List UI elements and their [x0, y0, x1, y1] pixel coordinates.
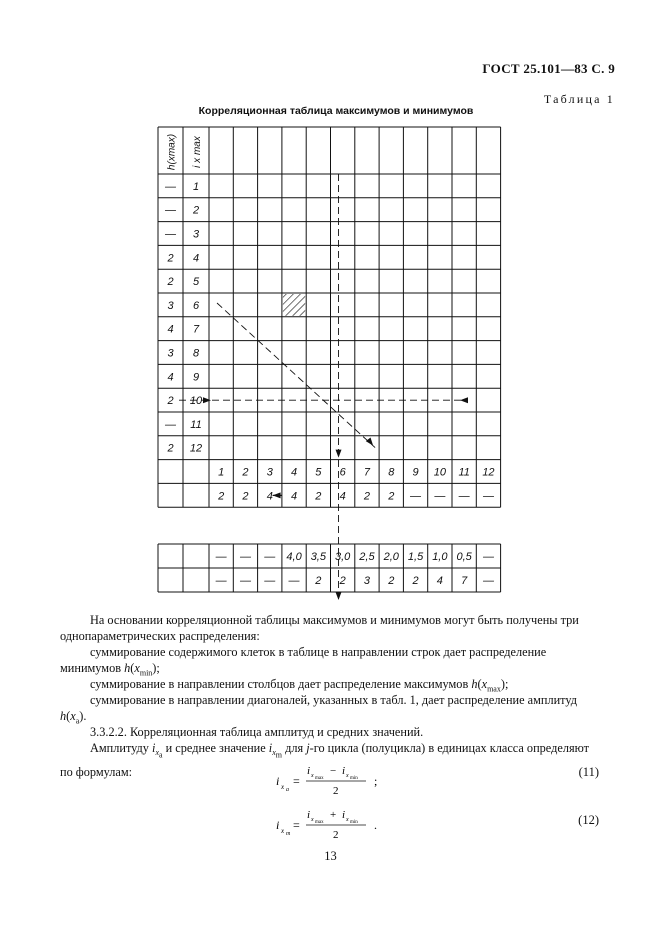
i-min-value: 1	[218, 466, 225, 479]
svg-text:a: a	[286, 787, 289, 793]
row-i-max-value: 1	[192, 180, 200, 193]
col-header-h-xmax: h(xmax)	[166, 133, 178, 171]
row-h-max-value: —	[165, 418, 176, 431]
i-min-value: 3	[266, 466, 273, 479]
i-min-value: 9	[412, 466, 419, 479]
svg-text:x: x	[346, 773, 349, 779]
svg-text:x: x	[311, 773, 314, 779]
arrowhead-short	[273, 492, 281, 498]
h-min-value: 2	[218, 490, 225, 503]
i-min-value: 12	[482, 466, 495, 479]
h-xa-value: 7	[461, 575, 468, 587]
i-min-value: 6	[339, 466, 346, 479]
row-i-max-value: 11	[190, 418, 202, 431]
h-xa-value: —	[264, 575, 276, 587]
arrowhead-right-end	[460, 397, 468, 403]
h-min-value: 2	[363, 490, 371, 503]
i-min-value: 8	[388, 466, 395, 479]
arrowhead-down	[336, 592, 342, 600]
svg-text:max: max	[315, 820, 324, 825]
row-h-max-value: 2	[167, 252, 174, 265]
h-min-value: 2	[388, 490, 395, 503]
h-xa-value: —	[239, 575, 251, 587]
amp-value: —	[239, 551, 251, 563]
svg-text:;: ;	[374, 774, 378, 788]
svg-text:x: x	[346, 817, 349, 823]
svg-text:x: x	[281, 827, 285, 835]
row-h-max-value: 2	[167, 276, 174, 289]
paragraph-amp-text: суммирование в направлении диагоналей, указанных в табл. 1, дает распределение амплитуд $h(x_a)$.	[60, 693, 578, 726]
h-min-value: 4	[266, 490, 273, 503]
svg-text:i: i	[342, 765, 346, 777]
amp-value: 3,0	[335, 551, 351, 563]
h-min-value: —	[410, 490, 422, 503]
svg-text:i: i	[276, 818, 280, 832]
amp-value: 1,0	[432, 551, 448, 563]
hatched-cell	[283, 294, 305, 316]
row-h-max-value: 2	[167, 395, 174, 408]
row-h-max-value: —	[165, 228, 176, 241]
row-h-max-value: —	[165, 180, 176, 193]
diagonal-dashed-line	[217, 303, 375, 448]
formula-11-number: (11)	[578, 765, 599, 779]
svg-text:i: i	[307, 809, 311, 821]
h-xa-value: —	[482, 575, 494, 587]
amp-value: 2,5	[359, 551, 375, 563]
h-min-value: —	[458, 490, 470, 503]
paragraph-max-text: суммирование в направлении столбцов дает распределение максимумов $h(x_{max})$;	[90, 677, 509, 694]
h-xa-value: 2	[339, 575, 346, 587]
svg-text:i: i	[342, 809, 346, 821]
h-min-value: 2	[242, 490, 249, 503]
svg-text:2: 2	[333, 829, 339, 841]
row-i-max-value: 3	[192, 228, 200, 241]
formula-12-number: (12)	[578, 813, 599, 827]
row-h-max-value: 4	[167, 371, 174, 384]
table-title: Корреляционная таблица максимумов и минимумов	[198, 105, 474, 117]
page-number: 13	[324, 849, 337, 863]
row-i-max-value: 2	[192, 204, 200, 217]
i-min-value: 11	[458, 466, 470, 479]
arrowhead-down-mid	[336, 450, 342, 458]
h-xa-value: 4	[436, 575, 443, 587]
row-h-max-value: 2	[167, 442, 174, 455]
row-i-max-value: 7	[192, 323, 200, 336]
svg-text:.: .	[374, 818, 377, 832]
arrowhead-diagonal	[366, 437, 376, 447]
h-xa-value: —	[288, 575, 300, 587]
svg-text:=: =	[293, 818, 300, 832]
paragraph-formulas-text: Амплитуду $i_{x_a}$ и среднее значение $i_{x_m}$ для j-го цикла (полуцикла) в единицах класса определяют по формулам:	[60, 741, 590, 780]
amp-value: 3,5	[310, 551, 326, 563]
amp-value: —	[264, 551, 276, 563]
i-min-value: 4	[290, 466, 298, 479]
amp-value: 2,0	[383, 551, 399, 563]
h-min-value: 4	[290, 490, 298, 503]
h-xa-value: 2	[412, 575, 419, 587]
svg-text:min: min	[350, 820, 358, 825]
svg-text:x: x	[281, 783, 285, 791]
i-min-value: 7	[363, 466, 371, 479]
arrowhead-left-end	[203, 397, 211, 403]
row-i-max-value: 8	[192, 347, 200, 360]
h-xa-value: 3	[363, 575, 371, 587]
i-min-value: 5	[315, 466, 322, 479]
row-i-max-value: 9	[192, 371, 200, 384]
running-head: ГОСТ 25.101—83 С. 9	[482, 61, 615, 76]
i-min-value: 10	[433, 466, 446, 479]
svg-text:−: −	[330, 765, 337, 777]
h-xa-value: 2	[315, 575, 322, 587]
svg-text:x: x	[311, 817, 314, 823]
amp-value: 4,0	[286, 551, 302, 563]
amp-value: 1,5	[407, 551, 424, 563]
row-i-max-value: 10	[189, 395, 203, 408]
paragraph-three-distributions: На основании корреляционной таблицы максимумов и минимумов могут быть получены три однопараметрических распределения:	[60, 613, 579, 643]
svg-text:+: +	[330, 809, 337, 821]
row-h-max-value: —	[165, 204, 176, 217]
col-header-i-xmax: i x max	[192, 136, 203, 168]
svg-text:2: 2	[333, 785, 339, 797]
formula-12	[270, 804, 400, 850]
row-h-max-value: 4	[167, 323, 174, 336]
amp-value: —	[482, 551, 494, 563]
svg-text:i: i	[276, 774, 280, 788]
row-h-max-value: 3	[167, 299, 174, 312]
amp-value: 0,5	[456, 551, 472, 563]
paragraph-min-text: суммирование содержимого клеток в таблице в направлении строк дает распределение минимумов $h(x_{min})$;	[60, 645, 547, 678]
svg-text:max: max	[315, 776, 324, 781]
svg-text:i: i	[307, 765, 311, 777]
svg-text:min: min	[350, 776, 358, 781]
formula-11	[270, 760, 400, 806]
i-min-value: 2	[242, 466, 249, 479]
row-i-max-value: 4	[192, 252, 200, 265]
h-min-value: 4	[339, 490, 346, 503]
svg-text:m: m	[286, 831, 291, 837]
amp-value: —	[215, 551, 227, 563]
row-i-max-value: 12	[189, 442, 203, 455]
h-min-value: —	[482, 490, 494, 503]
section-heading-3-3-2-2: 3.3.2.2. Корреляционная таблица амплитуд и средних значений.	[90, 725, 424, 739]
h-min-value: —	[434, 490, 446, 503]
h-xa-value: 2	[388, 575, 395, 587]
row-i-max-value: 5	[192, 276, 200, 289]
h-min-value: 2	[315, 490, 322, 503]
svg-text:=: =	[293, 774, 300, 788]
table-number: Таблица 1	[543, 92, 615, 106]
row-i-max-value: 6	[192, 299, 200, 312]
h-xa-value: —	[215, 575, 227, 587]
row-h-max-value: 3	[167, 347, 174, 360]
